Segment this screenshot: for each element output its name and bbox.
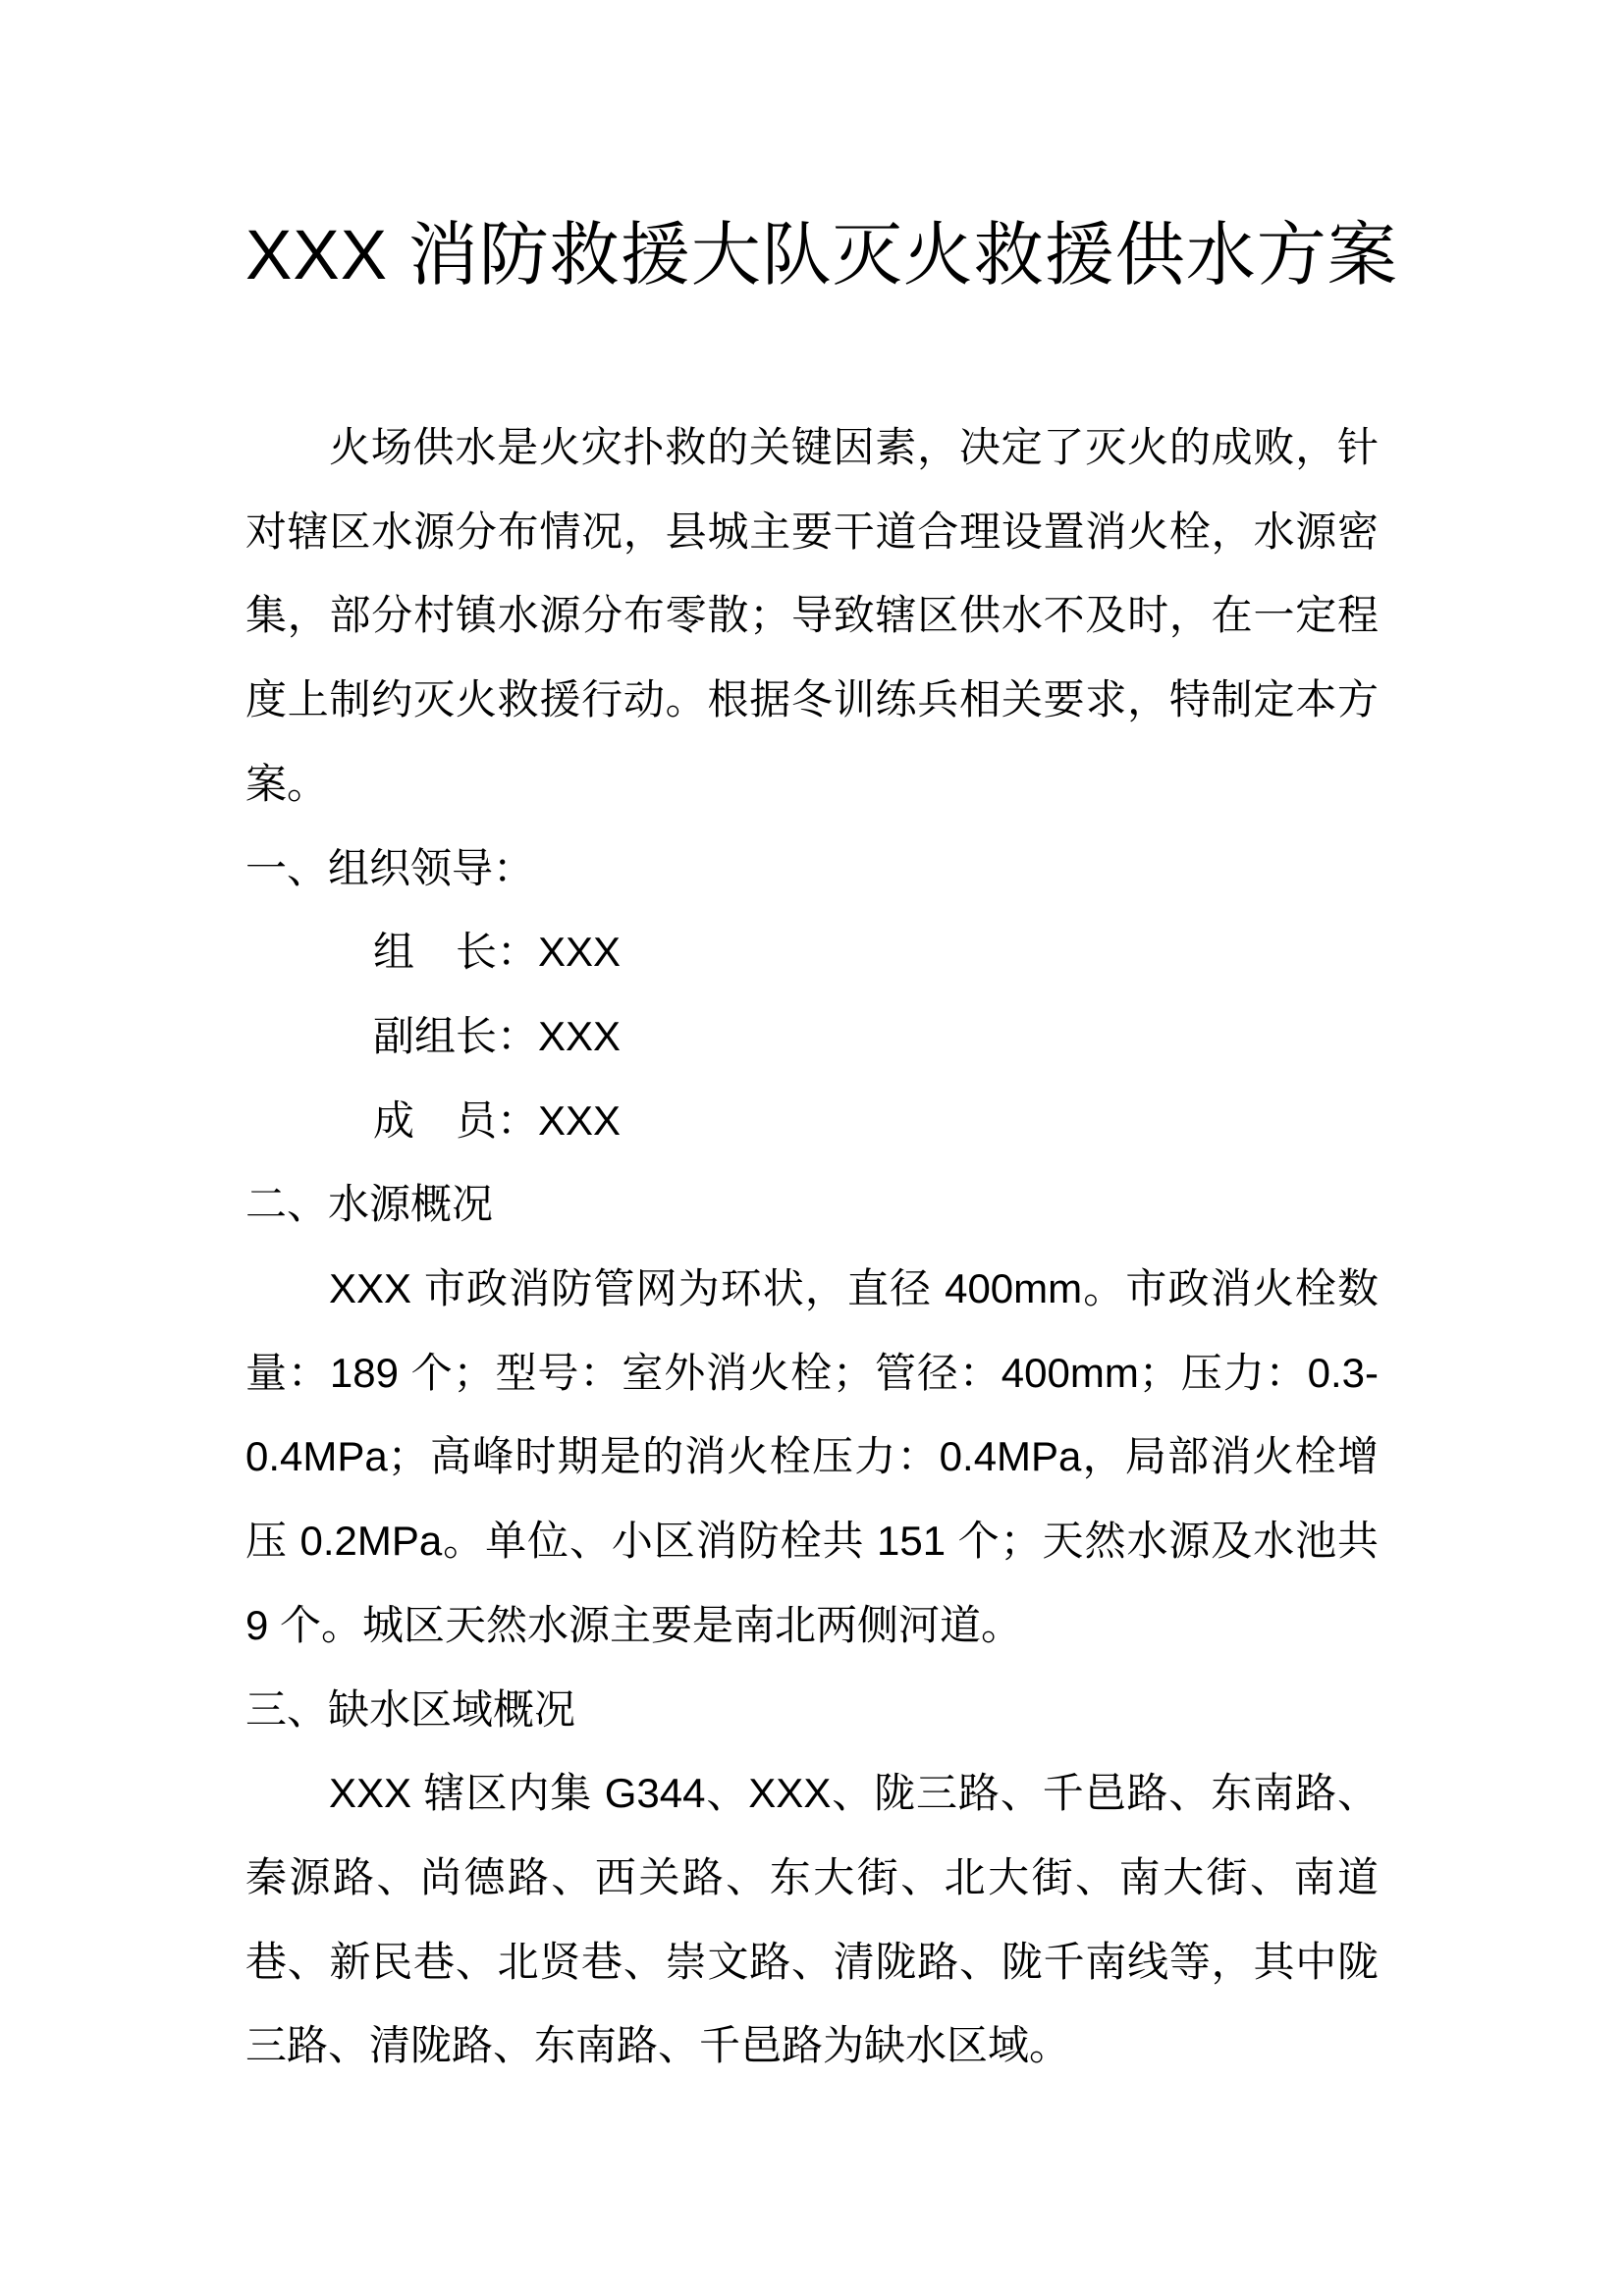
- section-1-heading: 一、组织领导：: [245, 844, 535, 891]
- document-title: XXX 消防救援大队灭火救援供水方案: [245, 217, 1398, 294]
- document-content: [245, 0, 1398, 2088]
- section-3-heading: 三、缺水区域概况: [245, 1685, 576, 1733]
- document-body: [245, 405, 1379, 2088]
- section-1-deputy-leader-line: 副组长：XXX: [373, 1012, 622, 1059]
- section-2-heading: 二、水源概况: [245, 1181, 494, 1228]
- section-1-leader-line: 组 长：XXX: [373, 929, 622, 976]
- section-1-members-line: 成 员：XXX: [373, 1096, 622, 1144]
- section-3-paragraph: XXX 辖区内集 G344、XXX、陇三路、千邑路、东南路、秦源路、尚德路、西关路、东大街、北大街、南大街、南道巷、新民巷、北贤巷、崇文路、清陇路、陇千南线等，其中陇三路、清陇路、东南路、千邑路为缺水区域。: [245, 1770, 1379, 2069]
- section-2-paragraph: XXX 市政消防管网为环状，直径 400mm。市政消火栓数量：189 个；型号：室外消火栓；管径：400mm；压力：0.3-0.4MPa；高峰时期是的消火栓压力：0.4MPa，局部消火栓增压 0.2MPa。单位、小区消防栓共 151 个；天然水源及水池共 9 个。城区天然水源主要是南北两侧河道。: [245, 1265, 1379, 1648]
- intro-paragraph: 火场供水是火灾扑救的关键因素，决定了灭火的成败，针对辖区水源分布情况，县城主要干道合理设置消火栓，水源密集，部分村镇水源分布零散；导致辖区供水不及时，在一定程度上制约灭火救援行动。根据冬训练兵相关要求，特制定本方案。: [245, 424, 1379, 807]
